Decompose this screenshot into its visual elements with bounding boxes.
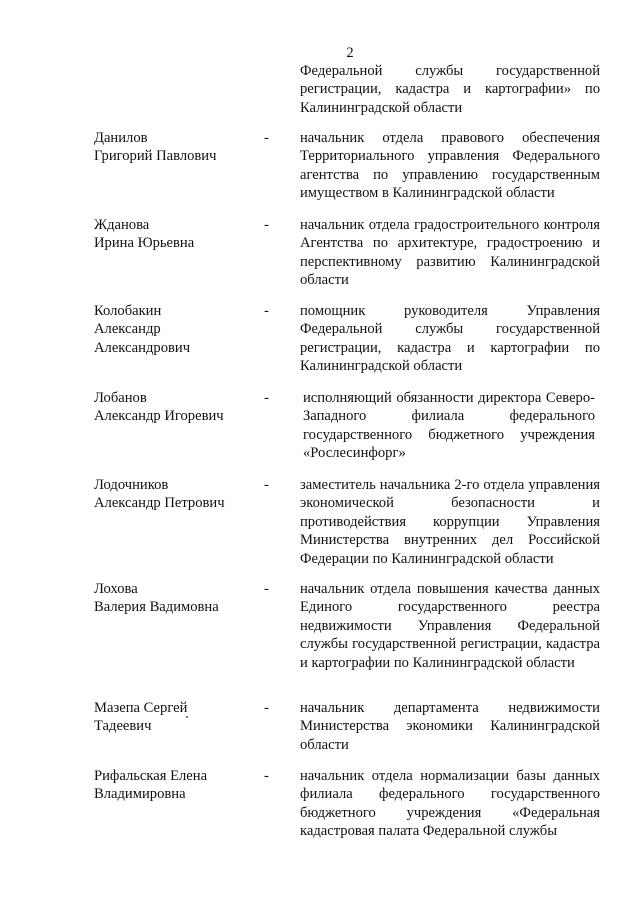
member-name: Колобакин Александр Александрович: [94, 303, 191, 356]
member-position: исполняющий обязанности директора Северо-Западного филиала федерального государственного бюджетного учреждения «Рослесинфорг»: [303, 390, 595, 462]
dash-separator: -: [264, 390, 269, 406]
dash-separator: -: [264, 130, 269, 146]
member-name: Рифальская Елена Владимировна: [94, 768, 208, 803]
page-number: 2: [346, 45, 354, 61]
member-name: Данилов Григорий Павлович: [94, 130, 217, 165]
member-position: начальник отдела нормализации базы данных филиала федерального государственного бюджетного учреждения «Федеральная кадастровая палата Федеральной службы: [300, 768, 600, 840]
dash-separator: -: [264, 217, 269, 233]
member-name: Лодочников Александр Петрович: [94, 477, 225, 512]
member-name: Жданова Ирина Юрьевна: [94, 217, 195, 252]
dash-separator: -: [264, 477, 269, 493]
dash-separator: -: [264, 303, 269, 319]
member-position: начальник отдела повышения качества данных Единого государственного реестра недвижимости Управления Федеральной службы государственной регистрации, кадастра и картографии по Калининградской области: [300, 581, 600, 671]
member-name: Мазепа Сергей Тадеевич: [94, 700, 188, 735]
scan-speck: [186, 716, 188, 718]
member-position: начальник отдела градостроительного контроля Агентства по архитектуре, градостроению и перспективному развитию Калининградской области: [300, 217, 600, 289]
dash-separator: -: [264, 768, 269, 784]
continuation-text: Федеральной службы государственной регистрации, кадастра и картографии» по Калининградской области: [300, 63, 600, 116]
member-position: начальник отдела правового обеспечения Территориального управления Федерального агентства по управлению государственным имуществом в Калининградской области: [300, 130, 600, 202]
member-name: Лобанов Александр Игоревич: [94, 390, 224, 425]
member-position: заместитель начальника 2-го отдела управления экономической безопасности и противодействия коррупции Управления Министерства внутренних дел Российской Федерации по Калининградской области: [300, 477, 600, 567]
member-position: начальник департамента недвижимости Министерства экономики Калининградской области: [300, 700, 600, 753]
dash-separator: -: [264, 700, 269, 716]
member-position: помощник руководителя Управления Федеральной службы государственной регистрации, кадастра и картографии по Калининградской области: [300, 303, 600, 375]
member-name: Лохова Валерия Вадимовна: [94, 581, 219, 616]
dash-separator: -: [264, 581, 269, 597]
